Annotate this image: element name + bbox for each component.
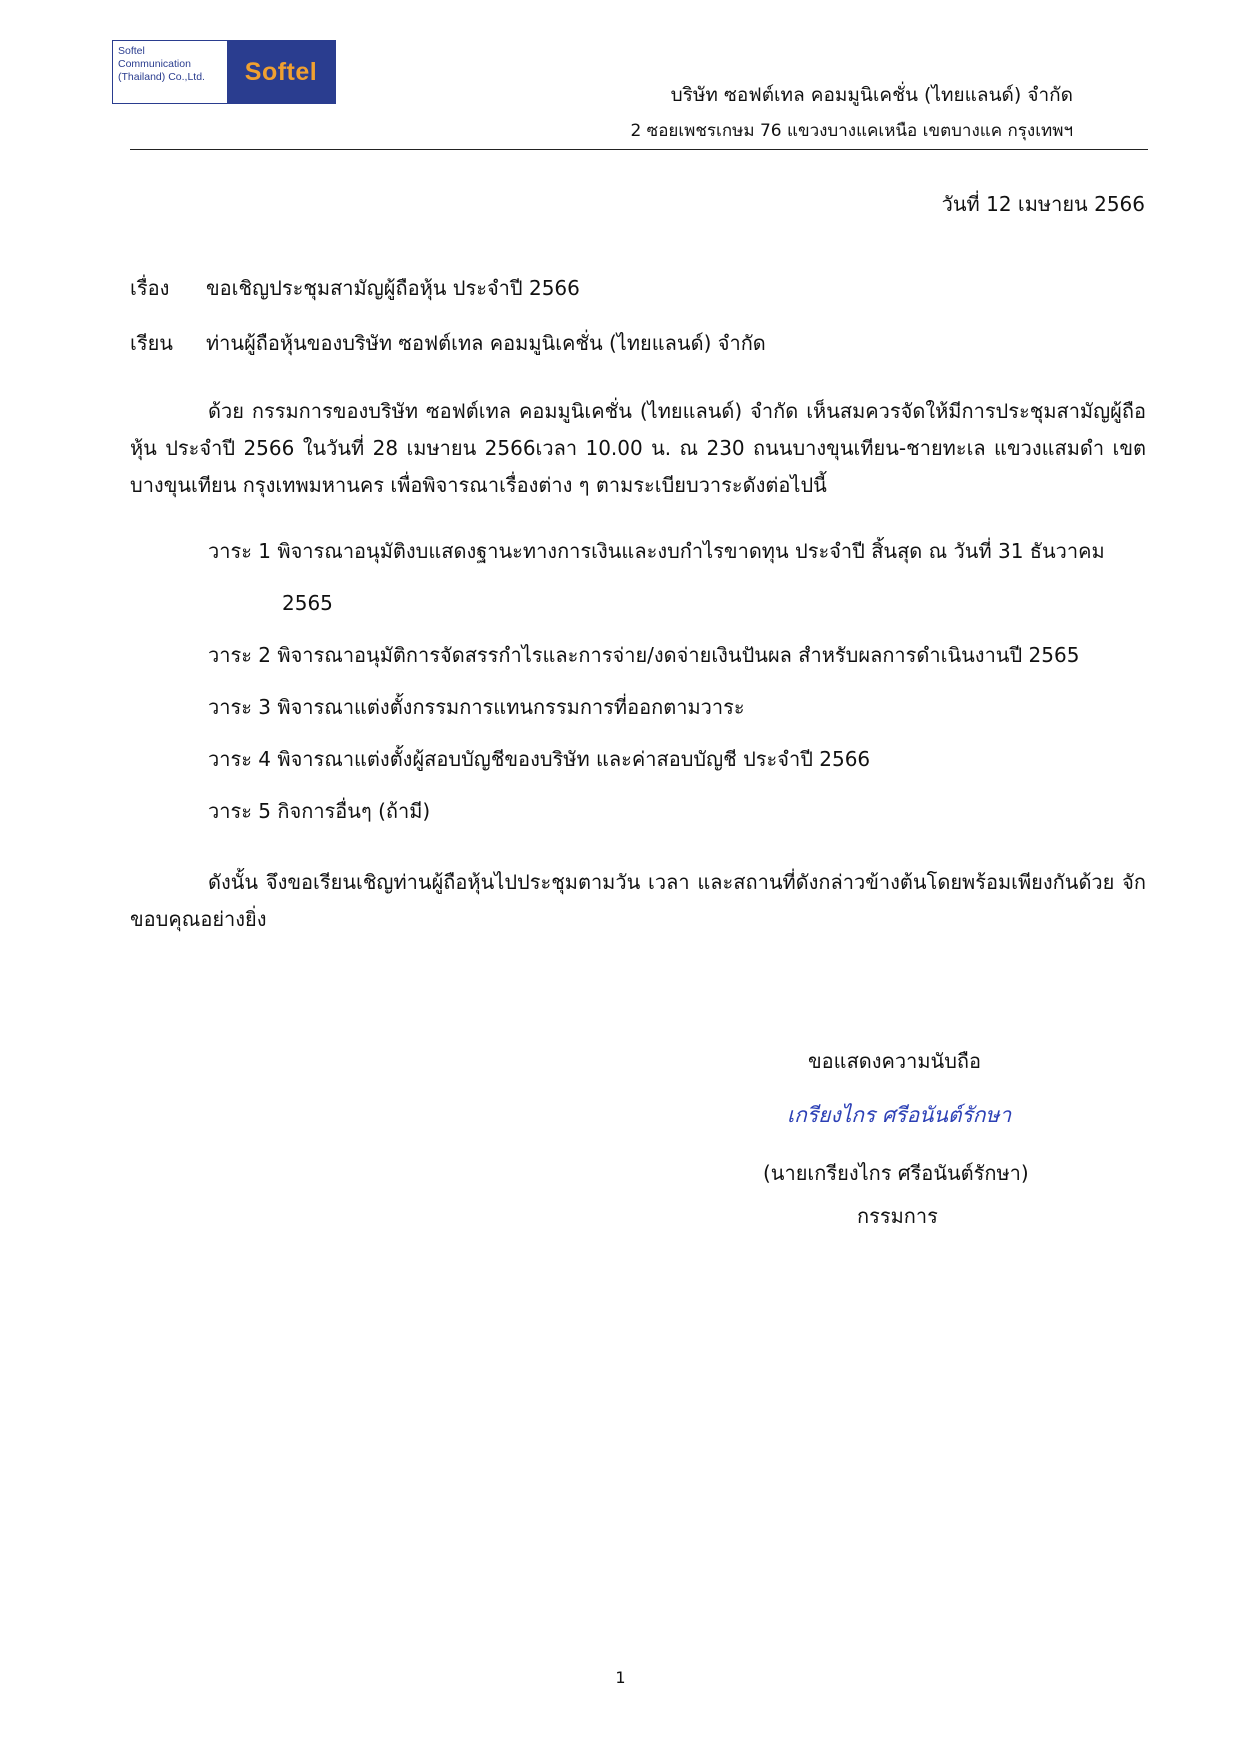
subject-label: เรื่อง [130,276,170,300]
signer-title: กรรมการ [857,1204,938,1228]
recipient-line [130,327,766,359]
recipient-text: ท่านผู้ถือหุ้นของบริษัท ซอฟต์เทล คอมมูนิเคชั่น (ไทยแลนด์) จำกัด [206,331,766,355]
agenda-item-5: วาระ 5 กิจการอื่นๆ (ถ้ามี) [208,799,431,823]
subject-text: ขอเชิญประชุมสามัญผู้ถือหุ้น ประจำปี 2566 [206,276,580,300]
logo-brand: Softel [227,41,335,103]
subject-line [130,272,580,304]
agenda-item-1: วาระ 1 พิจารณาอนุมัติงบแสดงฐานะทางการเงินและงบกำไรขาดทุน ประจำปี สิ้นสุด ณ วันที่ 31 ธันวาคม [208,539,1105,563]
signer-printed-name: (นายเกรียงไกร ศรีอนันต์รักษา) [763,1161,1029,1185]
agenda-item-2: วาระ 2 พิจารณาอนุมัติการจัดสรรกำไรและการจ่าย/งดจ่ายเงินปันผล สำหรับผลการดำเนินงานปี 2565 [208,643,1080,667]
header-divider [130,149,1148,150]
company-name: บริษัท ซอฟต์เทล คอมมูนิเคชั่น (ไทยแลนด์) จำกัด [670,84,1073,106]
company-address: 2 ซอยเพชรเกษม 76 แขวงบางแคเหนือ เขตบางแค กรุงเทพฯ [630,121,1073,141]
intro-paragraph: ด้วย กรรมการของบริษัท ซอฟต์เทล คอมมูนิเคชั่น (ไทยแลนด์) จำกัด เห็นสมควรจัดให้มีการประชุมสามัญผู้ถือหุ้น ประจำปี 2566 ในวันที่ 28 เมษายน 2566เวลา 10.00 น. ณ 230 ถนนบางขุนเทียน-ชายทะเล แขวงแสมดำ เขตบางขุนเทียน กรุงเทพมหานคร เพื่อพิจารณาเรื่องต่าง ๆ ตามระเบียบวาระดังต่อไปนี้ [130,399,1146,497]
letter-date: วันที่ 12 เมษายน 2566 [941,192,1145,216]
agenda-item-4: วาระ 4 พิจารณาแต่งตั้งผู้สอบบัญชีของบริษัท และค่าสอบบัญชี ประจำปี 2566 [208,747,871,771]
logo-line-1: Softel [118,45,145,57]
logo-line-3: (Thailand) Co.,Ltd. [118,71,205,83]
agenda-item-1-continued: 2565 [282,591,333,615]
agenda-item-3: วาระ 3 พิจารณาแต่งตั้งกรรมการแทนกรรมการที่ออกตามวาระ [208,695,745,719]
logo-text-block [113,41,227,103]
recipient-label: เรียน [130,331,173,355]
agenda-list [208,525,1146,837]
company-logo [112,40,336,104]
signature: เกรียงไกร ศรีอนันต์รักษา [787,1103,1012,1127]
regards-text: ขอแสดงความนับถือ [808,1049,982,1073]
closing-paragraph: ดังนั้น จึงขอเรียนเชิญท่านผู้ถือหุ้นไปประชุมตามวัน เวลา และสถานที่ดังกล่าวข้างต้นโดยพร้อมเพียงกันด้วย จักขอบคุณอย่างยิ่ง [130,870,1146,931]
page-number: 1 [615,1668,626,1687]
logo-line-2: Communication [118,58,191,70]
